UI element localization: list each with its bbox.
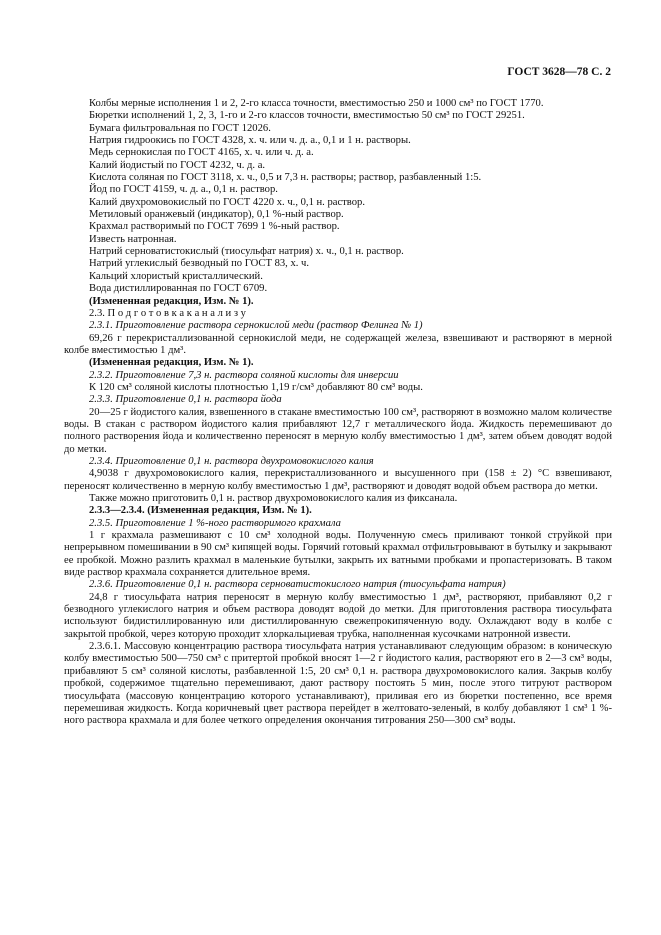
amendment-note: (Измененная редакция, Изм. № 1). <box>89 295 254 307</box>
document-body <box>64 98 612 728</box>
paragraph: Бюретки исполнений 1, 2, 3, 1-го и 2-го классов точности, вместимостью 50 см³ по ГОСТ 29251. <box>89 110 525 122</box>
subsection-heading: 2.3.6. Приготовление 0,1 н. раствора серноватистокислого натрия (тиосульфата натрия) <box>89 579 506 591</box>
paragraph: Также можно приготовить 0,1 н. раствор двухромовокислого калия из фиксанала. <box>89 493 458 504</box>
paragraph: Колбы мерные исполнения 1 и 2, 2-го класса точности, вместимостью 250 и 1000 см³ по ГОСТ 1770. <box>89 98 544 109</box>
amendment-note: 2.3.3—2.3.4. (Измененная редакция, Изм. № 1). <box>89 505 312 517</box>
paragraph: 1 г крахмала размешивают с 10 см³ холодной воды. Полученную смесь приливают тонкой струйкой при непрерывном помешивании в 90 см³ кипящей воды. Горячий готовый крахмал отфильтровывают в бутылку и закрывают ее пробкой. Можно разлить крахмал в маленькие бутылки, закрыть их ватными пробками и пропастеризовать. В таком виде раствор крахмала сохраняется длительное время. <box>64 530 612 579</box>
subsection-heading: 2.3.4. Приготовление 0,1 н. раствора двухромовокислого калия <box>89 455 374 467</box>
paragraph: Натрий серноватистокислый (тиосульфат натрия) х. ч., 0,1 н. раствор. <box>89 246 404 258</box>
subsection-heading: 2.3.1. Приготовление раствора сернокислой меди (раствор Фелинга № 1) <box>89 320 423 332</box>
paragraph: Йод по ГОСТ 4159, ч. д. а., 0,1 н. раствор. <box>89 184 278 196</box>
paragraph: 20—25 г йодистого калия, взвешенного в стакане вместимостью 100 см³, растворяют в возможно малом количестве воды. В стакан с раствором йодистого калия прибавляют 12,7 г металлического йода. Жидкость перемешивают до полного растворения йода и количественно переносят в мерную колбу вместимостью 1 дм³, затем объем доводят водой до метки. <box>64 406 612 455</box>
paragraph: Медь сернокислая по ГОСТ 4165, х. ч. или ч. д. а. <box>89 147 314 159</box>
amendment-note: (Измененная редакция, Изм. № 1). <box>89 357 254 369</box>
paragraph: К 120 см³ соляной кислоты плотностью 1,19 г/см³ добавляют 80 см³ воды. <box>89 381 423 393</box>
section-heading: 2.3. П о д г о т о в к а к а н а л и з у <box>89 307 246 319</box>
paragraph: Калий двухромовокислый по ГОСТ 4220 х. ч., 0,1 н. раствор. <box>89 196 365 208</box>
paragraph: Кислота соляная по ГОСТ 3118, х. ч., 0,5 и 7,3 н. растворы; раствор, разбавленный 1:5. <box>89 172 482 184</box>
page-header: ГОСТ 3628—78 С. 2 <box>507 66 611 78</box>
paragraph: Натрия гидроокись по ГОСТ 4328, х. ч. или ч. д. а., 0,1 и 1 н. растворы. <box>89 135 411 147</box>
paragraph: 24,8 г тиосульфата натрия переносят в мерную колбу вместимостью 1 дм³, растворяют, прибавляют 0,2 г безводного углекислого натрия и объем раствора доводят водой до метки. Для приготовления раствора тиосульфата используют бидистиллированную или дистиллированную свежепрокипяченную воду. Охлаждают воду в колбе с закрытой пробкой, через которую проходит хлоркальциевая трубка, наполненная кусочками натронной извести. <box>64 591 612 640</box>
paragraph: 69,26 г перекристаллизованной сернокислой меди, не содержащей железа, взвешивают и растворяют в мерной колбе вместимостью 1 дм³. <box>64 332 612 356</box>
subsection-heading: 2.3.3. Приготовление 0,1 н. раствора йода <box>89 394 282 406</box>
paragraph: 4,9038 г двухромовокислого калия, перекристаллизованного и высушенного при (158 ± 2) °С взвешивают, переносят количественно в мерную колбу вместимостью 1 дм³, растворяют и доводят водой объем раствора до метки. <box>64 468 612 492</box>
paragraph: Известь натронная. <box>89 233 177 245</box>
paragraph: Кальций хлористый кристаллический. <box>89 270 263 282</box>
paragraph: Бумага фильтровальная по ГОСТ 12026. <box>89 122 271 134</box>
paragraph: 2.3.6.1. Массовую концентрацию раствора тиосульфата натрия устанавливают следующим образом: в коническую колбу вместимостью 500—750 см³ с притертой пробкой вносят 1—2 г йодистого калия, растворяют его в 2—3 см³ воды, прибавляют 5 см³ соляной кислоты, разбавленной 1:5, 20 см³ 0,1 н. раствора двухромовокислого калия. Закрыв колбу пробкой, содержимое тщательно перемешивают, дают раствору постоять 5 мин, после этого титруют раствором тиосульфата (массовую концентрацию которого устанавливают), приливая его из бюретки постепенно, все время перемешивая жидкость. Когда коричневый цвет раствора перейдет в желтовато-зеленый, в колбу добавляют 1 см³ 1 %-ного раствора крахмала и для более четкого определения окончания титрования 250—300 см³ воды. <box>64 641 612 727</box>
paragraph: Вода дистиллированная по ГОСТ 6709. <box>89 283 268 295</box>
subsection-heading: 2.3.2. Приготовление 7,3 н. раствора соляной кислоты для инверсии <box>89 369 399 381</box>
subsection-heading: 2.3.5. Приготовление 1 %-ного растворимого крахмала <box>89 517 341 529</box>
paragraph: Крахмал растворимый по ГОСТ 7699 1 %-ный раствор. <box>89 221 340 233</box>
paragraph: Калий йодистый по ГОСТ 4232, ч. д. а. <box>89 159 266 171</box>
paragraph: Натрий углекислый безводный по ГОСТ 83, х. ч. <box>89 258 310 270</box>
paragraph: Метиловый оранжевый (индикатор), 0,1 %-ный раствор. <box>89 209 344 221</box>
